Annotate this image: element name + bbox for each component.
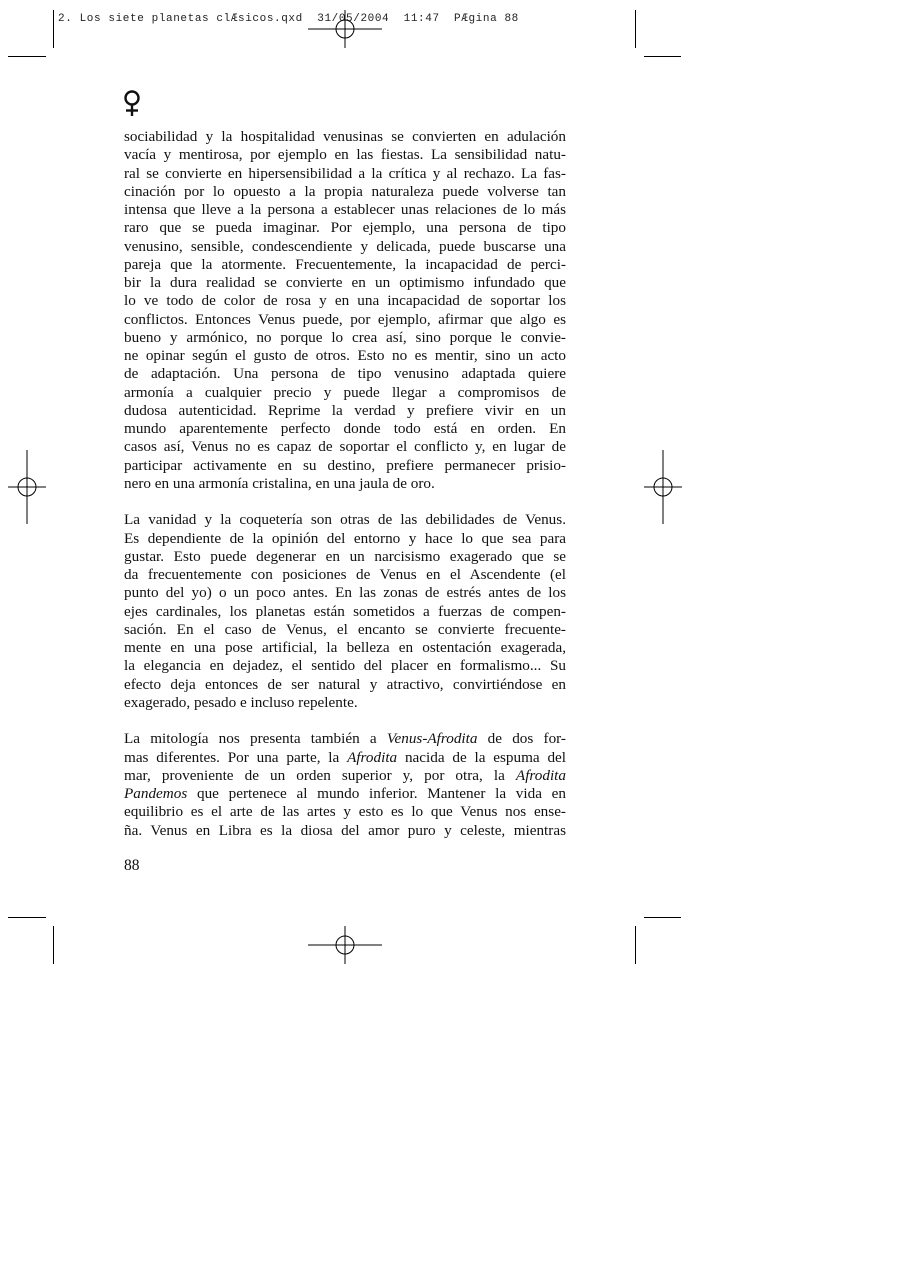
- crop-mark-bottom-left-horizontal: [8, 917, 46, 918]
- registration-mark-left-icon: [8, 450, 46, 524]
- body-text: [124, 128, 566, 840]
- text-line: La vanidad y la coquetería son otras de las debilidades de Venus.: [124, 511, 566, 529]
- text-line: sación. En el caso de Venus, el encanto se convierte frecuente-: [124, 620, 566, 638]
- text-line: gustar. Esto puede degenerar en un narcisismo exagerado que se: [124, 547, 566, 565]
- registration-mark-bottom-icon: [308, 926, 382, 964]
- crop-mark-top-right-horizontal: [644, 56, 681, 57]
- text-line: da frecuentemente con posiciones de Venus en el Ascendente (el: [124, 566, 566, 583]
- text-line: mas diferentes. Por una parte, la Afrodita nacida de la espuma del: [124, 748, 566, 766]
- text-line: bueno y armónico, no porque lo crea así, sino porque le convie-: [124, 328, 566, 346]
- registration-mark-right-icon: [644, 450, 682, 524]
- text-line: punto del yo) o un poco antes. En las zonas de estrés antes de los: [124, 584, 566, 602]
- italic-term: Afrodita: [515, 766, 566, 784]
- registration-mark-top-icon: [308, 10, 382, 48]
- text-line: raro que se pueda imaginar. Por ejemplo, una persona de tipo: [124, 219, 566, 237]
- text-line: equilibrio es el arte de las artes y esto es lo que Venus nos ense-: [124, 803, 566, 821]
- text-line: pareja que la atormente. Frecuentemente, la incapacidad de perci-: [124, 255, 566, 273]
- crop-mark-bottom-right-vertical: [635, 926, 636, 964]
- text-line: armonía a cualquier precio y puede llegar a compromisos de: [124, 383, 566, 401]
- text-line: cinación por lo opuesto a la propia naturaleza puede volverse tan: [124, 182, 566, 200]
- text-line: ne opinar según el gusto de otros. Esto no es mentir, sino un acto: [124, 347, 566, 364]
- text-line: sociabilidad y la hospitalidad venusinas se convierten en adulación: [124, 128, 566, 145]
- text-line: ejes cardinales, los planetas están sometidos a fuerzas de compen-: [124, 602, 566, 620]
- crop-mark-bottom-right-horizontal: [644, 917, 681, 918]
- italic-term: Afrodita: [347, 748, 398, 766]
- text-line: ña. Venus en Libra es la diosa del amor puro y celeste, mientras: [124, 821, 566, 839]
- crop-mark-top-left-horizontal: [8, 56, 46, 57]
- text-line: intensa que lleve a la persona a establecer unas relaciones de lo más: [124, 201, 566, 218]
- paragraph-2: [124, 511, 566, 712]
- text-line: Es dependiente de la opinión del entorno y hace lo que sea para: [124, 529, 566, 547]
- text-line: venusino, sensible, condescendiente y delicada, puede buscarse una: [124, 237, 566, 255]
- text-line: La mitología nos presenta también a Venus-Afrodita de dos for-: [124, 730, 566, 748]
- text-line: la elegancia en dejadez, el sentido del placer en formalismo... Su: [124, 657, 566, 675]
- crop-mark-bottom-left-vertical: [53, 926, 54, 964]
- text-line: casos así, Venus no es capaz de soportar el conflicto y, en lugar de: [124, 438, 566, 456]
- text-line: nero en una armonía cristalina, en una jaula de oro.: [124, 474, 435, 492]
- text-line: ral se convierte en hipersensibilidad a la crítica y al rechazo. La fas-: [124, 164, 566, 182]
- text-line: dudosa autenticidad. Reprime la verdad y prefiere vivir en un: [124, 401, 566, 419]
- text-line: Pandemos que pertenece al mundo inferior. Mantener la vida en: [124, 785, 566, 802]
- italic-term: Venus-Afrodita: [386, 730, 478, 748]
- crop-mark-top-left-vertical: [53, 10, 54, 48]
- page-number: 88: [124, 857, 140, 874]
- text-line: mundo aparentemente perfecto donde todo está en orden. En: [124, 420, 566, 437]
- text-line: exagerado, pesado e incluso repelente.: [124, 693, 358, 711]
- text-line: conflictos. Entonces Venus puede, por ejemplo, afirmar que algo es: [124, 310, 566, 328]
- paragraph-1: [124, 128, 566, 493]
- file-slug-line: 2. Los siete planetas clÆsicos.qxd 31/05/2004 11:47 PÆgina 88: [58, 13, 519, 25]
- text-line: bir la dura realidad se convierte en un optimismo infundado que: [124, 274, 566, 291]
- text-line: de adaptación. Una persona de tipo venusino adaptada quiere: [124, 365, 566, 383]
- text-line: vacía y mentirosa, por ejemplo en las fiestas. La sensibilidad natu-: [124, 146, 566, 164]
- text-line: lo ve todo de color de rosa y en una incapacidad de soportar los: [124, 292, 566, 310]
- text-line: mar, proveniente de un orden superior y, por otra, la Afrodita: [124, 766, 566, 784]
- text-line: efecto deja entonces de ser natural y atractivo, convirtiéndose en: [124, 675, 566, 693]
- italic-term: Pandemos: [124, 785, 188, 802]
- text-line: mente en una pose artificial, la belleza en ostentación exagerada,: [124, 639, 566, 656]
- paragraph-3: [124, 730, 566, 840]
- crop-mark-top-right-vertical: [635, 10, 636, 48]
- text-line: participar activamente en su destino, prefiere permanecer prisio-: [124, 456, 566, 474]
- venus-symbol-icon: [121, 88, 143, 118]
